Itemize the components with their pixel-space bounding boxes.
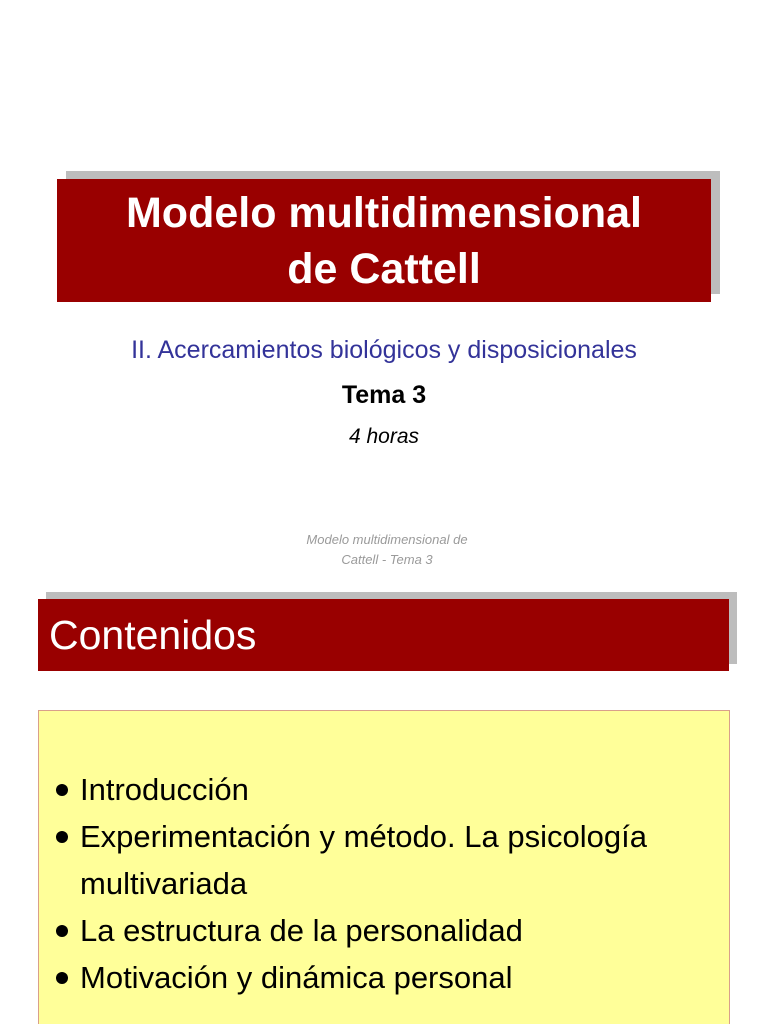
list-item [55,954,715,1001]
bullet-icon [56,784,68,796]
contents-list [55,766,715,1001]
list-item [55,766,715,813]
bullet-icon [56,972,68,984]
contents-slide [0,585,768,1024]
footer-line-1: Modelo multidimensional de [306,532,468,547]
footer-line-2: Cattell - Tema 3 [341,552,433,567]
list-item-text: La estructura de la personalidad [80,913,523,948]
contents-box [38,710,730,1024]
slide-footer [0,530,768,570]
list-item [55,813,715,907]
duration: 4 horas [348,425,420,448]
subtitle: II. Acercamientos biológicos y disposicionales [131,336,637,364]
list-item-text: Introducción [80,772,249,807]
list-item-text: Experimentación y método. La psicología multivariada [80,819,647,901]
title-banner [57,179,711,302]
topic-number: Tema 3 [341,381,427,409]
contents-heading: Contenidos [38,599,729,671]
bullet-icon [56,925,68,937]
list-item-text: Motivación y dinámica personal [80,960,513,995]
title-line-2: de Cattell [287,245,481,293]
list-item [55,907,715,954]
bullet-icon [56,831,68,843]
title-line-1: Modelo multidimensional [125,189,643,237]
